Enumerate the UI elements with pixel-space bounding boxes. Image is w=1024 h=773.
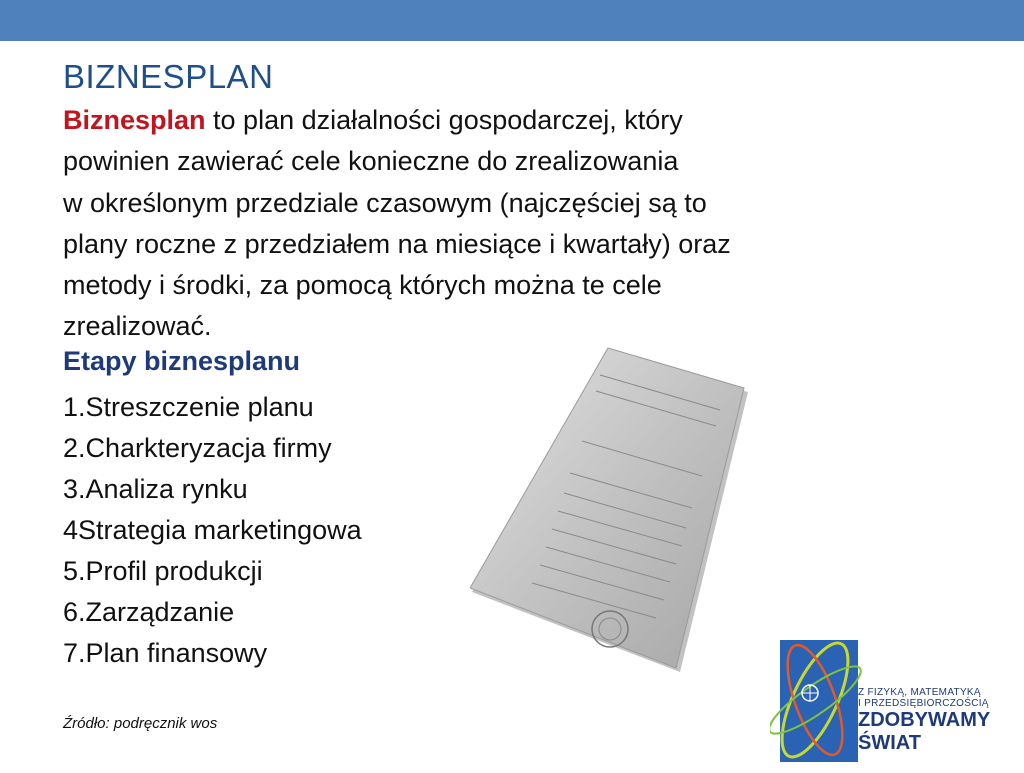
intro-line: to plan działalności gospodarczej, który (205, 105, 683, 135)
steps-list (63, 387, 362, 674)
logo-text (858, 687, 990, 755)
logo-line: ZDOBYWAMY (858, 709, 991, 731)
intro-paragraph (63, 100, 933, 348)
intro-line: zrealizować. (63, 311, 212, 342)
logo-line: ŚWIAT (858, 732, 921, 754)
list-item: 2.Charkteryzacja firmy (63, 433, 332, 463)
intro-line: plany roczne z przedziałem na miesiące i kwartały) oraz (63, 228, 731, 259)
top-bar (0, 0, 1024, 41)
intro-line: metody i środki, za pomocą których można te cele (63, 270, 662, 301)
list-item: 5.Profil produkcji (63, 556, 263, 586)
document-illustration (470, 345, 750, 675)
slide-title: BIZNESPLAN (63, 58, 274, 95)
steps-heading: Etapy biznesplanu (63, 346, 301, 376)
intro-line: powinien zawierać cele konieczne do zrealizowania (63, 146, 679, 177)
list-item: 6.Zarządzanie (63, 597, 235, 627)
document-sheet (470, 348, 744, 668)
intro-line: w określonym przedziale czasowym (najczęściej są to (63, 187, 707, 218)
list-item: 1.Streszczenie planu (63, 392, 314, 422)
project-logo (770, 625, 1024, 768)
logo-line: Z FIZYKĄ, MATEMATYKĄ (858, 687, 981, 698)
list-item: 4Strategia marketingowa (63, 515, 362, 545)
list-item: 7.Plan finansowy (63, 638, 268, 668)
list-item: 3.Analiza rynku (63, 474, 248, 504)
logo-line: I PRZEDSIĘBIORCZOŚCIĄ (858, 698, 989, 709)
source-note: Źródło: podręcznik wos (63, 715, 218, 732)
intro-term: Biznesplan (63, 105, 206, 135)
